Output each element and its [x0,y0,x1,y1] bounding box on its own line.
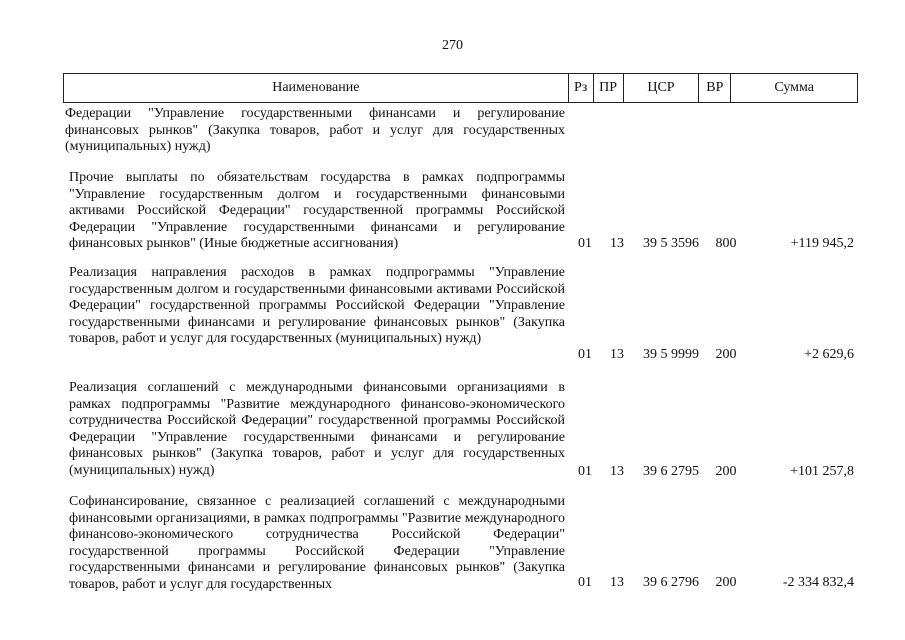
row-csr: 39 5 3596 [643,236,699,251]
row-rz: 01 [578,236,592,251]
row-csr: 39 6 2796 [643,575,699,590]
row-rz: 01 [578,464,592,479]
row-csr: 39 6 2795 [643,464,699,479]
row-vr: 800 [715,236,737,251]
row-pr: 13 [610,464,624,479]
row-rz: 01 [578,347,592,362]
row-name: Реализация направления расходов в рамках подпрограммы "Управление государственным долгом и государственными финансовыми активами Российской Федерации" государственной программы Российской Федерации "Управление государственными финансами и регулирование финансовых рынков" (Закупка товаров, работ и услуг для государственных (муниципальных) нужд) [69,265,565,346]
row-name: Реализация соглашений с международными финансовыми организациями в рамках подпрограммы "Развитие международного финансово-экономического сотрудничества Российской Федерации" государственной программы Российской Федерации "Управление государственными финансами и регулирование финансовых рынков" (Закупка товаров, работ и услуг для государственных (муниципальных) нужд) [69,380,565,478]
row-csr: 39 5 9999 [643,347,699,362]
row-name: Федерации "Управление государственными финансами и регулирование финансовых рынков" (Закупка товаров, работ и услуг для государственных (муниципальных) нужд) [65,106,565,154]
table-row [63,260,858,378]
header-csr: ЦСР [623,74,699,102]
header-pr: ПР [593,74,623,102]
page-number: 270 [442,38,463,53]
table-row [63,491,858,611]
header-sum: Сумма [730,74,857,102]
row-sum: +2 629,6 [804,347,854,362]
row-rz: 01 [578,575,592,590]
row-name: Прочие выплаты по обязательствам государства в рамках подпрограммы "Управление государственным долгом и государственными финансовыми активами Российской Федерации" государственной программы Российской Федерации "Управление государственными финансами и регулирование финансовых рынков" (Иные бюджетные ассигнования) [69,170,565,251]
table-header [63,73,858,103]
table-row [63,103,858,159]
table-row [63,159,858,260]
budget-table [63,73,858,611]
header-name: Наименование [272,80,360,95]
row-vr: 200 [715,464,737,479]
header-vr: ВР [698,74,730,102]
row-name: Софинансирование, связанное с реализацией соглашений с международными финансовыми организациями, в рамках подпрограммы "Развитие международного финансово-экономического сотрудничества Российской Федерации" государственной программы Российской Федерации "Управление государственными финансами и регулирование финансовых рынков" (Закупка товаров, работ и услуг для государственных [69,494,565,592]
row-pr: 13 [610,347,624,362]
row-pr: 13 [610,575,624,590]
row-sum: -2 334 832,4 [782,575,854,590]
row-pr: 13 [610,236,624,251]
row-sum: +119 945,2 [790,236,854,251]
header-rz: Рз [568,74,593,102]
row-vr: 200 [715,347,737,362]
row-vr: 200 [715,575,737,590]
row-sum: +101 257,8 [790,464,854,479]
table-row [63,378,858,491]
